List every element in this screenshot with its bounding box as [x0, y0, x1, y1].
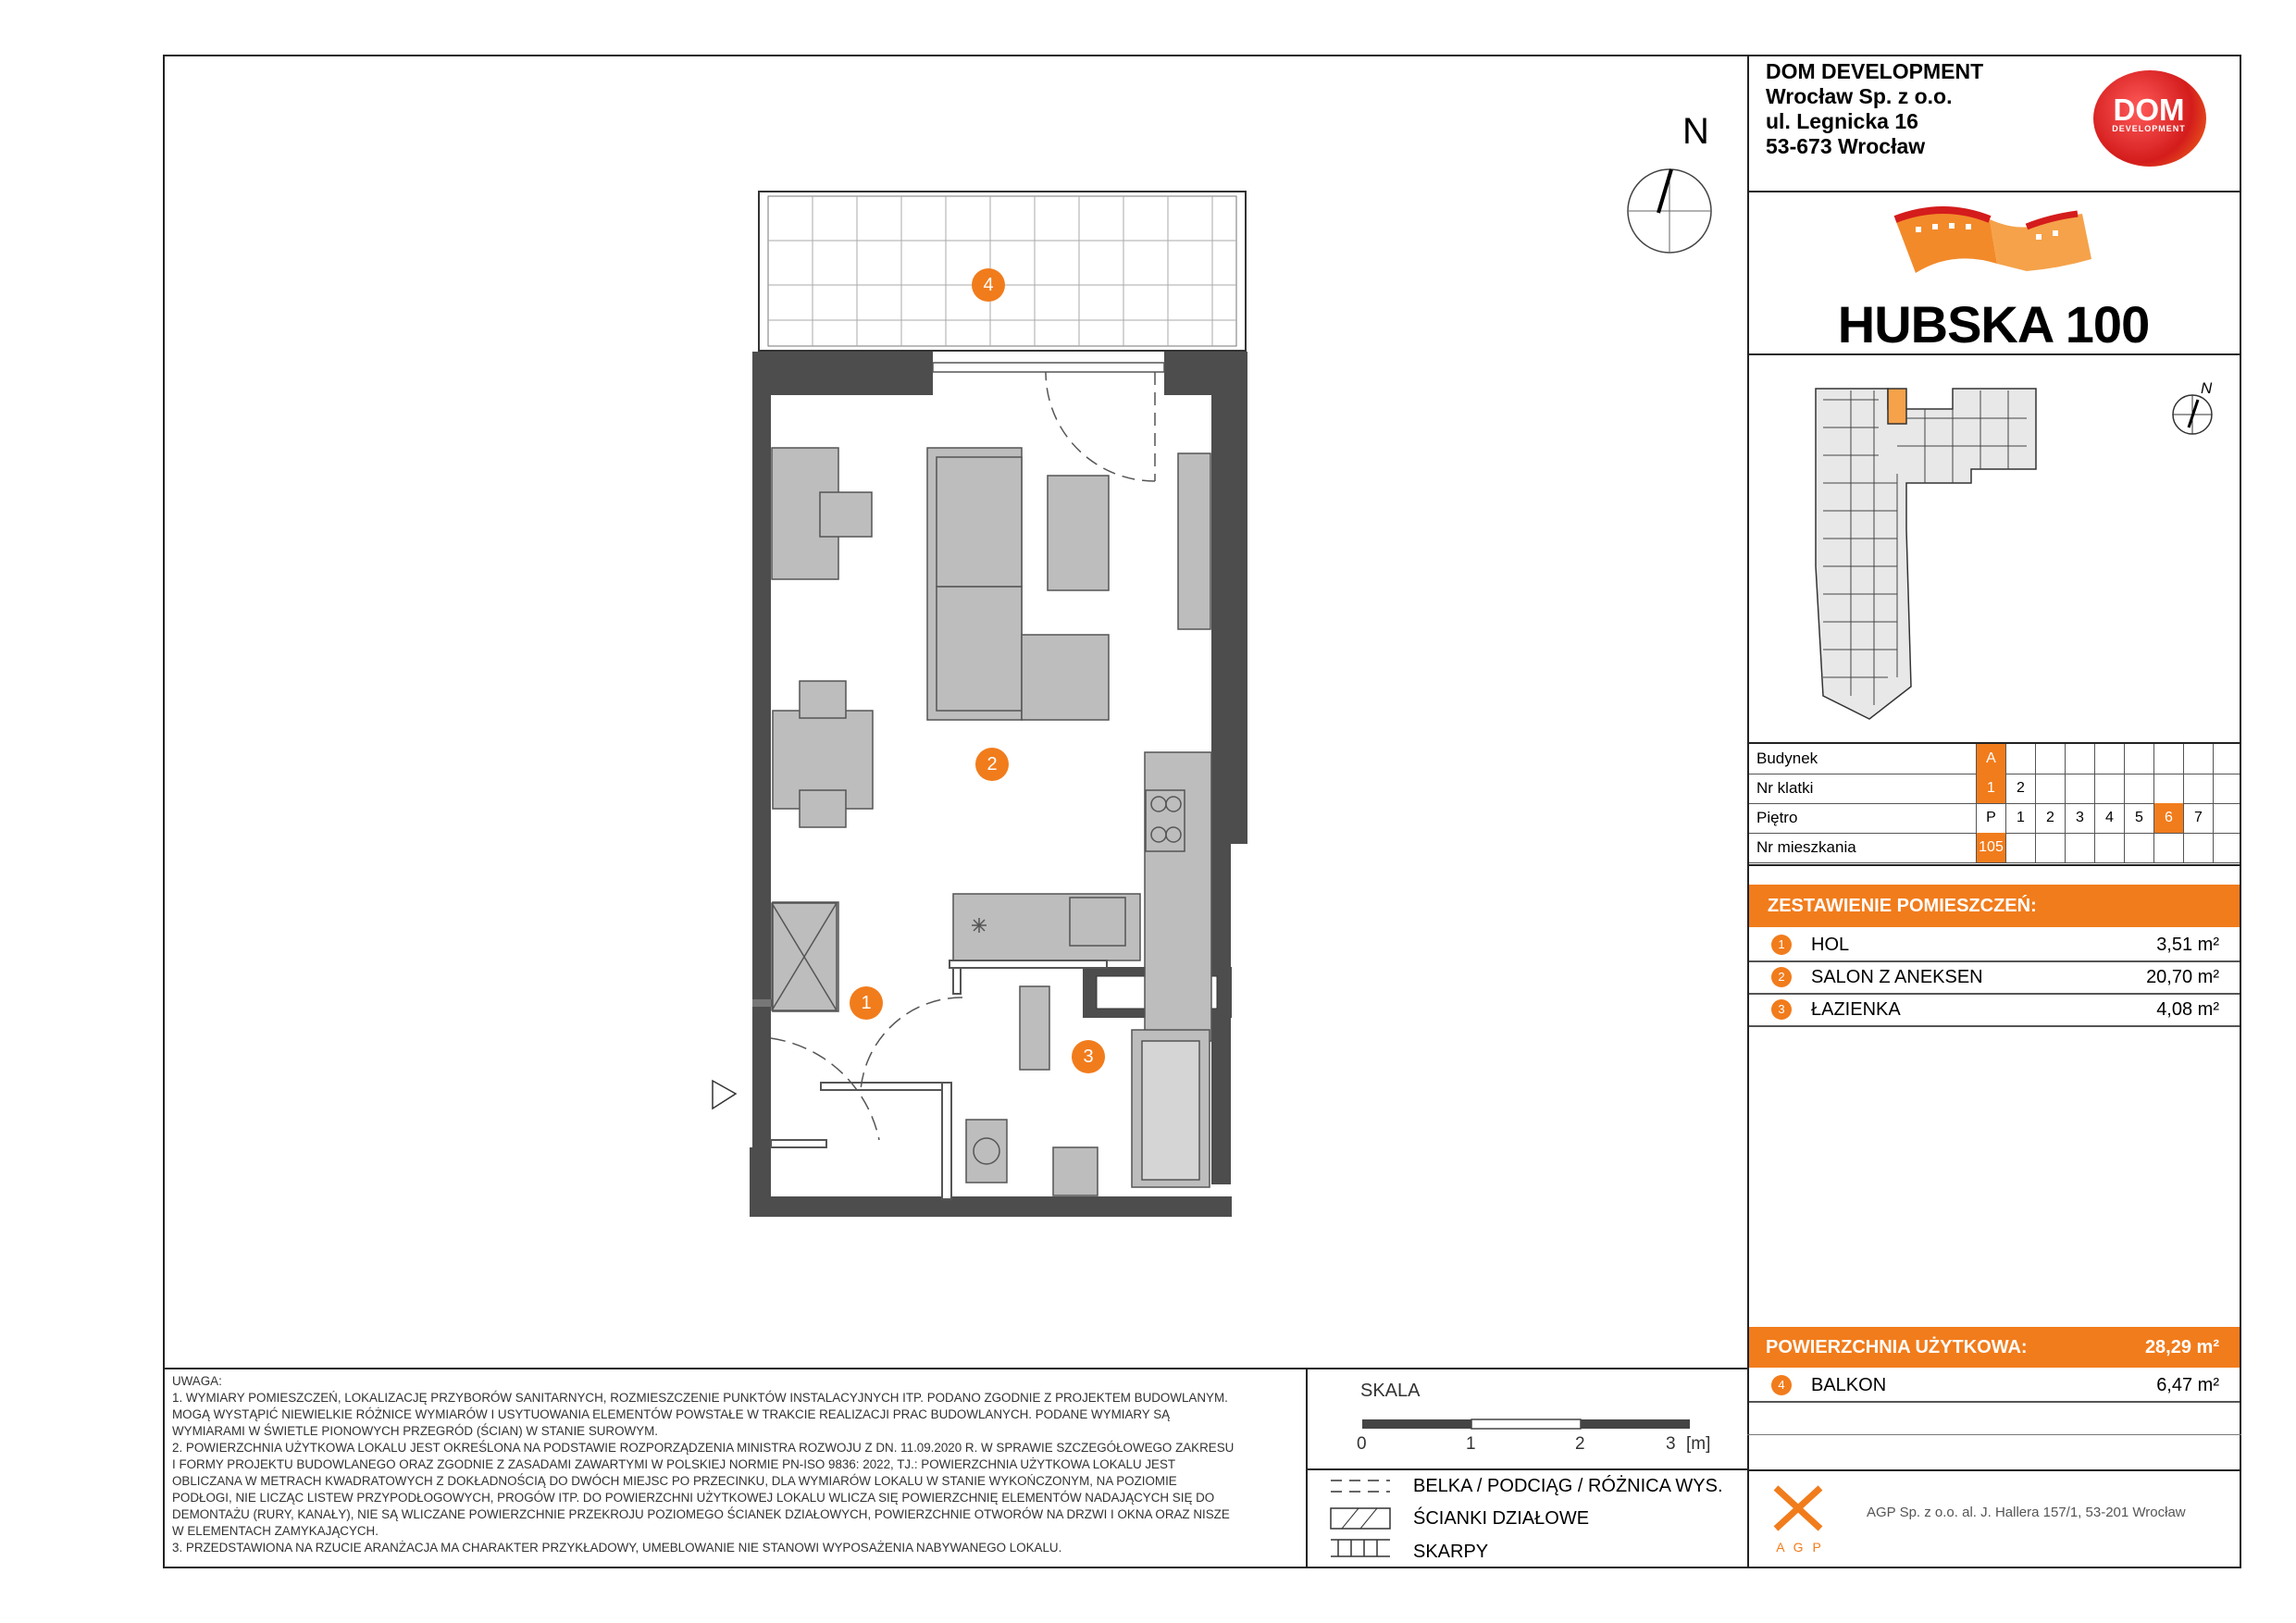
- notes-title: UWAGA:: [172, 1374, 222, 1388]
- info-row-budynek: [1749, 744, 2240, 774]
- scale-title: SKALA: [1360, 1381, 1421, 1401]
- table-cell: 2: [2005, 774, 2035, 803]
- table-cell: 1: [1976, 774, 2005, 803]
- room-badge-balkon: 4: [972, 268, 1005, 302]
- usable-area-value: 28,29 m²: [2144, 1337, 2219, 1357]
- washbasin: [1053, 1147, 1098, 1196]
- scale-tick-2: 2: [1575, 1434, 1585, 1454]
- project-title: HUBSKA 100: [1837, 295, 2150, 353]
- balcony-window: [933, 363, 1164, 372]
- north-compass-icon: [1625, 165, 1714, 255]
- agp-logo-text: A G P: [1776, 1540, 1824, 1555]
- table-cell: [2065, 833, 2094, 862]
- company-street: ul. Legnicka 16: [1766, 109, 1918, 133]
- footer-divider: [163, 1368, 1747, 1369]
- table-cell: [2094, 774, 2124, 803]
- company-address: [1766, 59, 1983, 159]
- table-bottom-divider: [1747, 864, 2241, 866]
- balcony-row: [1749, 1369, 2240, 1403]
- table-cell: [2035, 744, 2065, 774]
- scale-tick-1: 1: [1466, 1434, 1476, 1454]
- balcony: [759, 192, 1246, 351]
- row-label: Nr mieszkania: [1756, 838, 1856, 856]
- room-row: [1749, 929, 2240, 962]
- legend-label-belka: BELKA / PODCIĄG / RÓŻNICA WYS.: [1413, 1476, 1723, 1496]
- company-city: 53-673 Wrocław: [1766, 134, 1926, 158]
- usable-area-label: POWIERZCHNIA UŻYTKOWA:: [1766, 1337, 2028, 1357]
- table-cell: [2213, 833, 2242, 862]
- table-cell: [2035, 774, 2065, 803]
- table-cell: [2183, 744, 2213, 774]
- legend-icons: [1329, 1477, 1396, 1560]
- room-name: ŁAZIENKA: [1811, 999, 1901, 1020]
- rooms-header: ZESTAWIENIE POMIESZCZEŃ:: [1749, 885, 2240, 927]
- table-cell: [2153, 833, 2183, 862]
- room-badge-hol: 1: [850, 986, 883, 1020]
- room-number-badge: 4: [1771, 1375, 1792, 1395]
- washing-machine: [966, 1120, 1007, 1183]
- room-badge-lazienka: 3: [1072, 1040, 1105, 1073]
- room-area: 20,70 m²: [2146, 967, 2219, 987]
- table-cell: [2005, 744, 2035, 774]
- wardrobe-hol: [773, 902, 838, 1011]
- floor-plan: [694, 185, 1268, 1231]
- logo-text-top: DOM: [2113, 93, 2185, 127]
- table-cell: [2213, 744, 2242, 774]
- table-cell: A: [1976, 744, 2005, 774]
- table-cell: [2183, 833, 2213, 862]
- table-cell: [2094, 833, 2124, 862]
- architect-address: AGP Sp. z o.o. al. J. Hallera 157/1, 53-201 Wrocław: [1867, 1505, 2186, 1520]
- room-badge-salon: 2: [975, 748, 1009, 781]
- info-row-klatka: [1749, 774, 2240, 804]
- chair: [820, 492, 872, 537]
- legend-label-skarpy: SKARPY: [1413, 1542, 1489, 1562]
- notes-line: PODŁOGI, NIE LICZĄC LISTEW PRZYPODŁOGOWYCH, PROGÓW ITP. DO POWIERZCHNI UŻYTKOWEJ LOKALU WLICZA SIĘ POWIERZCHNIĘ ELEMENTÓW NADAJĄCYCH SIĘ DO: [172, 1491, 1215, 1505]
- door-swing-balcony: [1046, 372, 1155, 481]
- room-name: SALON Z ANEKSEN: [1811, 967, 1983, 987]
- room-row: [1749, 994, 2240, 1027]
- wardrobe: [1178, 453, 1210, 629]
- table-cell: 2: [2035, 803, 2065, 833]
- table-cell: 5: [2124, 803, 2153, 833]
- table-cell: [2065, 744, 2094, 774]
- toilet: [1020, 986, 1049, 1070]
- table-cell: [2005, 833, 2035, 862]
- room-name: HOL: [1811, 935, 1850, 955]
- notes-line: 3. PRZEDSTAWIONA NA RZUCIE ARANŻACJA MA CHARAKTER PRZYKŁADOWY, UMEBLOWANIE NIE STANOWI WYPOSAŻENIA NABYWANEGO LOKALU.: [172, 1541, 1062, 1555]
- room-number-badge: 3: [1771, 999, 1792, 1020]
- table-cell: [2153, 774, 2183, 803]
- skarpy-icon: [1331, 1540, 1390, 1556]
- info-table: [1749, 744, 2240, 864]
- film-strip-icon: [1888, 199, 2110, 291]
- dashed-line-icon: [1331, 1481, 1390, 1492]
- room-row: [1749, 961, 2240, 995]
- scale-tick-0: 0: [1357, 1434, 1367, 1454]
- kitchen-counter: [1145, 752, 1211, 1041]
- coffee-table: [1048, 476, 1109, 590]
- scale-unit: [m]: [1686, 1434, 1711, 1454]
- table-cell: [2124, 833, 2153, 862]
- table-cell: 4: [2094, 803, 2124, 833]
- room-area: 6,47 m²: [2156, 1375, 2219, 1395]
- keyplan-north-label: N: [2201, 379, 2213, 397]
- usable-area-bar: [1749, 1327, 2240, 1368]
- table-cell: [2124, 744, 2153, 774]
- table-cell: 3: [2065, 803, 2094, 833]
- info-row-mieszkanie: [1749, 833, 2240, 863]
- info-row-pietro: [1749, 803, 2240, 834]
- row-label: Piętro: [1756, 809, 1798, 826]
- table-cell: 105: [1976, 833, 2005, 862]
- notes-line: MOGĄ WYSTĄPIĆ NIEWIELKIE RÓŻNICE WYMIARÓW I USYTUOWANIA ELEMENTÓW POWSTAŁE W TRAKCIE REALIZACJI PRAC BUDOWLANYCH. PODANE WYMIARY SĄ: [172, 1407, 1171, 1421]
- legend-divider: [1306, 1468, 1747, 1470]
- room-area: 3,51 m²: [2156, 935, 2219, 955]
- notes-block: [172, 1373, 1301, 1556]
- logo-text-bottom: DEVELOPMENT: [2112, 124, 2186, 133]
- table-cell: 7: [2183, 803, 2213, 833]
- table-cell: [2124, 774, 2153, 803]
- notes-line: OBLICZANA W METRACH KWADRATOWYCH Z DOKŁADNOŚCIĄ DO DWÓCH MIEJSC PO PRZECINKU, DLA WYMIARÓW LOKALU W STANIE WYKOŃCZONYM, NA POZIOMIE: [172, 1474, 1177, 1488]
- architect-divider: [1747, 1469, 2241, 1471]
- notes-line: 1. WYMIARY POMIESZCZEŃ, LOKALIZACJĘ PRZYBORÓW SANITARNYCH, ROZMIESZCZENIE PUNKTÓW INSTALACYJNYCH ITP. PODANO ZGODNIE Z PROJEKTEM BUDOWLANYM.: [172, 1391, 1228, 1405]
- table-cell: [2183, 774, 2213, 803]
- hatched-box-icon: [1331, 1508, 1390, 1529]
- table-cell: [2094, 744, 2124, 774]
- table-cell: [2065, 774, 2094, 803]
- table-cell: 6: [2153, 803, 2183, 833]
- company-name: DOM DEVELOPMENT: [1766, 59, 1984, 83]
- legend-label-scianki: ŚCIANKI DZIAŁOWE: [1413, 1508, 1590, 1529]
- table-cell: [2153, 744, 2183, 774]
- room-number-badge: 2: [1771, 967, 1792, 987]
- table-cell: [2213, 774, 2242, 803]
- table-cell: [2213, 803, 2242, 833]
- notes-line: DEMONTAŻU (RURY, KANAŁY), NIE SĄ WLICZANE POWIERZCHNIE PRZEKROJU POZIOMEGO ŚCIANEK DZIAŁOWYCH, POWIERZCHNIE OTWORÓW NA DRZWI I OKNA ORAZ NISZE: [172, 1507, 1230, 1521]
- header-divider: [1747, 191, 2241, 192]
- empty-row-divider: [1747, 1434, 2241, 1435]
- building-key-plan: [1805, 381, 2082, 733]
- scale-bar: [1359, 1418, 1692, 1432]
- entrance-arrow-icon: [713, 1081, 736, 1109]
- north-label: N: [1682, 111, 1709, 152]
- notes-line: 2. POWIERZCHNIA UŻYTKOWA LOKALU JEST OKREŚLONA NA PODSTAWIE ROZPORZĄDZENIA MINISTRA ROZWOJU Z DN. 11.09.2020 R. W SPRAWIE SZCZEGÓŁOWEGO ZAKRESU: [172, 1441, 1235, 1455]
- scale-tick-3: 3: [1666, 1434, 1676, 1454]
- notes-line: I FORMY PROJEKTU BUDOWLANEGO ORAZ ZGODNIE Z ZASADAMI ZAWARTYMI W POLSKIEJ NORMIE PN-ISO 9836: 2022, TJ.: POWIERZCHNIA UŻYTKOWA LOKALU JEST: [172, 1457, 1176, 1471]
- notes-line: W ELEMENTACH ZAMYKAJĄCYCH.: [172, 1524, 379, 1538]
- company-subname: Wrocław Sp. z o.o.: [1766, 84, 1953, 108]
- table-cell: P: [1976, 803, 2005, 833]
- room-name: BALKON: [1811, 1375, 1887, 1395]
- table-cell: 1: [2005, 803, 2035, 833]
- agp-logo-icon: [1772, 1484, 1828, 1532]
- row-label: Budynek: [1756, 750, 1818, 767]
- apartment-highlight: [1888, 389, 1906, 424]
- room-area: 4,08 m²: [2156, 999, 2219, 1020]
- notes-line: WYMIARAMI W ŚWIETLE PIONOWYCH PRZEGRÓD (ŚCIAN) W STANIE SUROWYM.: [172, 1424, 658, 1438]
- table-cell: [2035, 833, 2065, 862]
- row-label: Nr klatki: [1756, 779, 1814, 797]
- room-number-badge: 1: [1771, 935, 1792, 955]
